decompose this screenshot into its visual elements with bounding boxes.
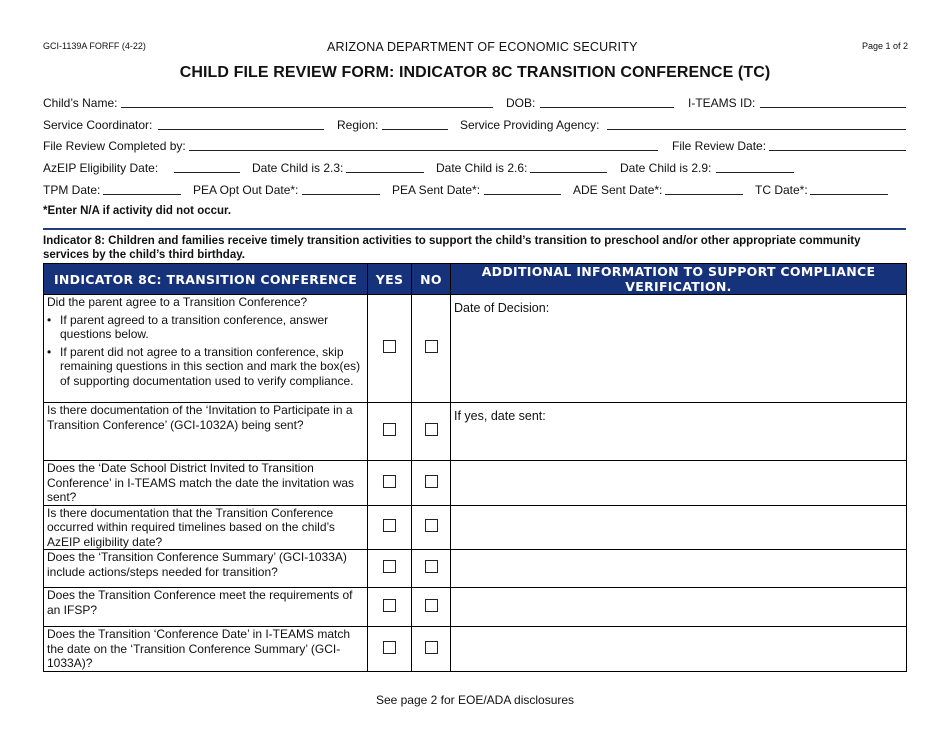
date-2-6-input[interactable] (530, 172, 607, 173)
no-checkbox[interactable] (425, 641, 438, 654)
question-text: Does the Transition ‘Conference Date’ in I-TEAMS match the date on the ‘Transition Conference Summary’ (GCI-1033A)? (44, 627, 368, 672)
bullet-text: If parent did not agree to a transition conference, skip remaining questions in this section and mark the box(es) of supporting documentation used to verify compliance. (60, 344, 361, 388)
no-checkbox[interactable] (425, 560, 438, 573)
page-number: Page 1 of 2 (862, 41, 909, 51)
indicator-description: Indicator 8: Children and families receive timely transition activities to support the child’s transition to preschool and/or other appropriate community services by the child’s third birthday. (43, 235, 861, 261)
yes-checkbox[interactable] (383, 340, 396, 353)
no-cell (412, 588, 451, 627)
no-checkbox[interactable] (425, 340, 438, 353)
file-review-date-label: File Review Date: (672, 139, 767, 153)
tc-date-label: TC Date*: (755, 183, 808, 197)
col-info-header: ADDITIONAL INFORMATION TO SUPPORT COMPLIANCE VERIFICATION. (451, 264, 907, 295)
no-cell (412, 627, 451, 672)
table-row (44, 295, 907, 403)
yes-checkbox[interactable] (383, 519, 396, 532)
iteams-id-label: I-TEAMS ID: (688, 96, 756, 110)
dob-input[interactable] (540, 107, 674, 108)
na-note: *Enter N/A if activity did not occur. (43, 205, 232, 217)
info-cell[interactable] (451, 461, 907, 506)
yes-checkbox[interactable] (383, 599, 396, 612)
ade-sent-input[interactable] (665, 194, 743, 195)
question-text: Is there documentation that the Transition Conference occurred within required timelines based on the child’s AzEIP eligibility date? (44, 505, 368, 550)
childs-name-label: Child’s Name: (43, 96, 118, 110)
completed-by-input[interactable] (189, 150, 658, 151)
dob-label: DOB: (506, 96, 536, 110)
date-2-3-input[interactable] (346, 172, 424, 173)
no-cell (412, 461, 451, 506)
tc-date-input[interactable] (810, 194, 888, 195)
service-agency-label: Service Providing Agency: (460, 118, 600, 132)
col-no-header: NO (412, 264, 451, 295)
table-row (44, 403, 907, 461)
no-checkbox[interactable] (425, 475, 438, 488)
form-number: GCI-1139A FORFF (4-22) (43, 41, 146, 51)
table-row (44, 588, 907, 627)
bullet-item (47, 345, 364, 389)
yes-checkbox[interactable] (383, 560, 396, 573)
pea-opt-out-label: PEA Opt Out Date*: (193, 183, 299, 197)
yes-cell (368, 627, 412, 672)
yes-checkbox[interactable] (383, 641, 396, 654)
col-yes-header: YES (368, 264, 412, 295)
yes-cell (368, 403, 412, 461)
azeip-date-label: AzEIP Eligibility Date: (43, 161, 159, 175)
table-row (44, 627, 907, 672)
info-cell[interactable]: Date of Decision: (451, 295, 907, 403)
ade-sent-label: ADE Sent Date*: (573, 183, 663, 197)
info-cell[interactable] (451, 588, 907, 627)
yes-checkbox[interactable] (383, 475, 396, 488)
no-checkbox[interactable] (425, 599, 438, 612)
no-checkbox[interactable] (425, 423, 438, 436)
yes-cell (368, 461, 412, 506)
date-2-9-input[interactable] (716, 172, 794, 173)
bullet-item (47, 313, 364, 342)
azeip-date-input[interactable] (174, 172, 240, 173)
question-text: Does the Transition Conference meet the requirements of an IFSP? (44, 588, 368, 627)
yes-cell (368, 588, 412, 627)
question-text: Is there documentation of the ‘Invitation to Participate in a Transition Conference’ (GCI-1032A) being sent? (44, 403, 368, 461)
service-coordinator-label: Service Coordinator: (43, 118, 153, 132)
pea-sent-label: PEA Sent Date*: (392, 183, 481, 197)
info-cell[interactable] (451, 627, 907, 672)
footer-note: See page 2 for EOE/ADA disclosures (375, 693, 575, 707)
pea-opt-out-input[interactable] (302, 194, 380, 195)
service-coordinator-input[interactable] (158, 129, 324, 130)
info-cell[interactable]: If yes, date sent: (451, 403, 907, 461)
table-row (44, 461, 907, 506)
completed-by-label: File Review Completed by: (43, 139, 186, 153)
no-checkbox[interactable] (425, 519, 438, 532)
yes-cell (368, 505, 412, 550)
tpm-date-label: TPM Date: (43, 183, 101, 197)
section-divider (43, 228, 906, 230)
yes-cell (368, 295, 412, 403)
bullet-icon: • (47, 312, 52, 327)
question-text: Does the ‘Transition Conference Summary’ (GCI-1033A) include actions/steps needed for transition? (44, 550, 368, 588)
table-row (44, 550, 907, 588)
no-cell (412, 550, 451, 588)
review-table (43, 263, 907, 672)
yes-checkbox[interactable] (383, 423, 396, 436)
question-text: Did the parent agree to a Transition Conference? (47, 295, 308, 309)
date-2-6-label: Date Child is 2.6: (436, 161, 528, 175)
question-cell (44, 295, 368, 403)
iteams-id-input[interactable] (760, 107, 906, 108)
table-row (44, 505, 907, 550)
bullet-text: If parent agreed to a transition conference, answer questions below. (60, 312, 329, 341)
question-text: Does the ‘Date School District Invited to Transition Conference’ in I-TEAMS match the date the invitation was sent? (44, 461, 368, 506)
yes-cell (368, 550, 412, 588)
date-2-3-label: Date Child is 2.3: (252, 161, 344, 175)
region-input[interactable] (382, 129, 448, 130)
info-cell[interactable] (451, 505, 907, 550)
no-cell (412, 505, 451, 550)
date-2-9-label: Date Child is 2.9: (620, 161, 712, 175)
service-agency-input[interactable] (607, 129, 906, 130)
file-review-date-input[interactable] (769, 150, 906, 151)
childs-name-input[interactable] (121, 107, 493, 108)
page-title: CHILD FILE REVIEW FORM: INDICATOR 8C TRANSITION CONFERENCE (TC) (179, 64, 771, 81)
agency-name: ARIZONA DEPARTMENT OF ECONOMIC SECURITY (327, 40, 638, 54)
bullet-icon: • (47, 344, 52, 359)
pea-sent-input[interactable] (484, 194, 561, 195)
info-cell[interactable] (451, 550, 907, 588)
no-cell (412, 295, 451, 403)
col-indicator-header: INDICATOR 8C: TRANSITION CONFERENCE (44, 264, 368, 295)
region-label: Region: (337, 118, 379, 132)
no-cell (412, 403, 451, 461)
tpm-date-input[interactable] (103, 194, 181, 195)
